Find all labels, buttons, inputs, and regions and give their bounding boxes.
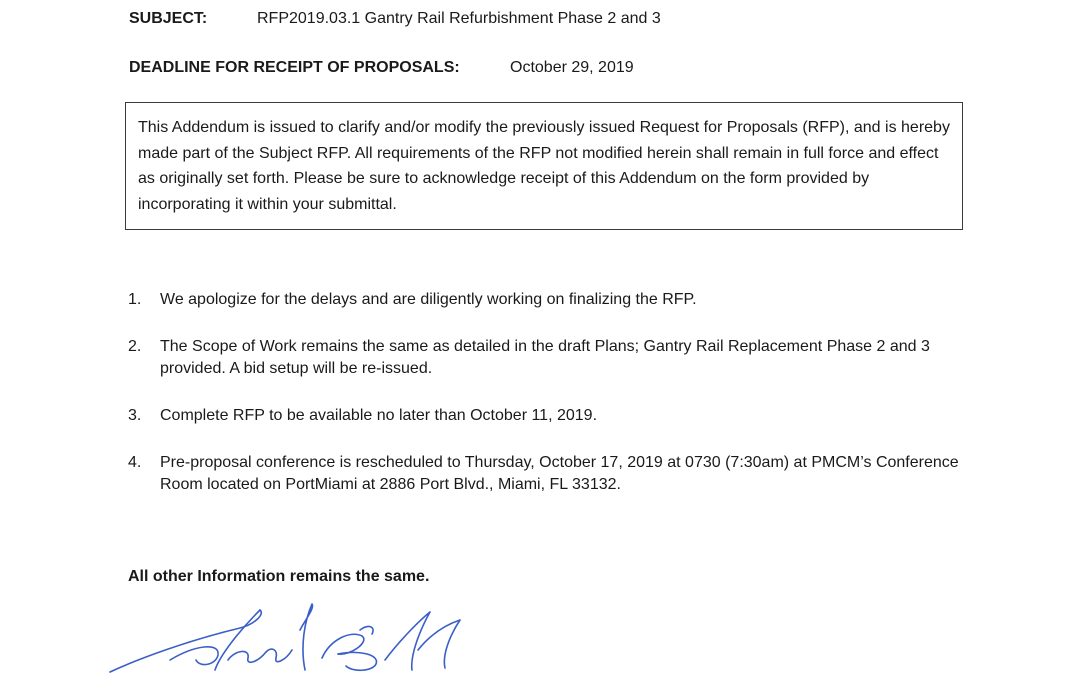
closing-statement: All other Information remains the same. [128, 568, 430, 585]
list-item [128, 336, 978, 380]
item-text: Pre-proposal conference is rescheduled to Thursday, October 17, 2019 at 0730 (7:30am) at PMCM’s Conference Room located on PortMiami at 2886 Port Blvd., Miami, FL 33132. [160, 454, 959, 493]
item-text: The Scope of Work remains the same as detailed in the draft Plans; Gantry Rail Replacement Phase 2 and 3 provided. A bid setup will be re-issued. [160, 338, 930, 377]
item-text: Complete RFP to be available no later than October 11, 2019. [160, 407, 598, 424]
item-number: 2. [128, 338, 142, 355]
deadline-value: October 29, 2019 [510, 59, 634, 76]
addendum-items-list [128, 289, 978, 496]
deadline-label: DEADLINE FOR RECEIPT OF PROPOSALS: [129, 59, 460, 76]
subject-label: SUBJECT: [129, 10, 208, 27]
item-number: 4. [128, 454, 142, 471]
addendum-notice-text: This Addendum is issued to clarify and/or modify the previously issued Request for Proposals (RFP), and is hereby made part of the Subject RFP. All requirements of the RFP not modified herein shall remain in full force and effect as originally set forth. Please be sure to acknowledge receipt of this Addendum on the form provided by incorporating it within your submittal. [138, 119, 950, 213]
subject-value: RFP2019.03.1 Gantry Rail Refurbishment Phase 2 and 3 [257, 10, 661, 27]
handwritten-signature [100, 600, 480, 675]
list-item [128, 405, 978, 427]
item-number: 3. [128, 407, 142, 424]
list-item [128, 289, 978, 311]
item-number: 1. [128, 291, 142, 308]
item-text: We apologize for the delays and are diligently working on finalizing the RFP. [160, 291, 697, 308]
list-item [128, 452, 978, 496]
addendum-notice-box [125, 102, 963, 230]
